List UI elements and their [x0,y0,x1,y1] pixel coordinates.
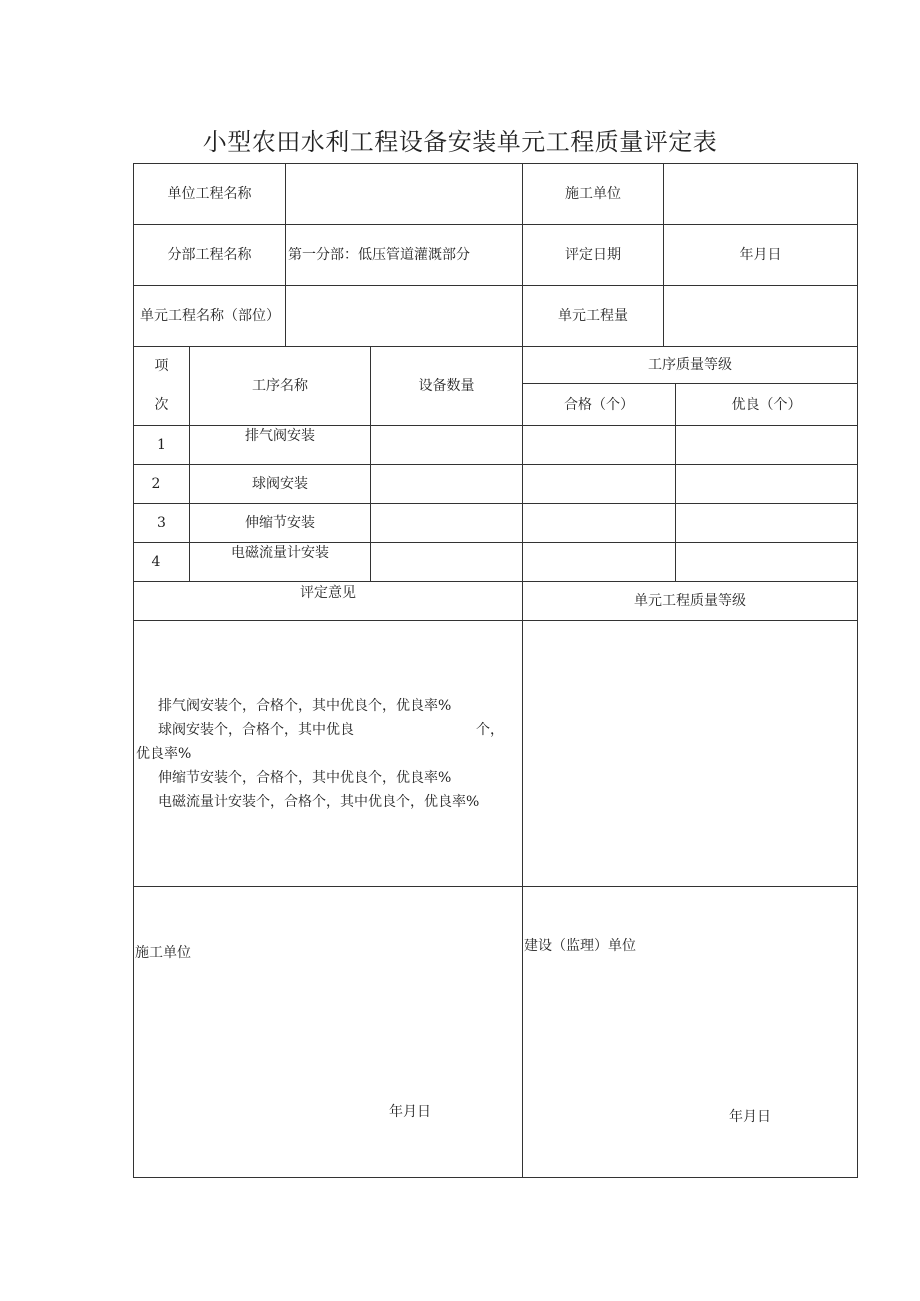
process-name: 伸缩节安装 [245,515,315,531]
opinion-line [136,718,506,742]
row-number: 2 [151,476,161,492]
process-name: 球阀安装 [252,476,308,492]
supervision-signature-date: 年月日 [729,1109,771,1125]
supervision-signature-label: 建设（监理）单位 [524,938,636,954]
opinion-line: 优良率% [136,746,192,762]
element-grade-label: 单元工程质量等级 [634,593,746,609]
process-name: 电磁流量计安装 [231,545,329,561]
construction-signature-date: 年月日 [389,1104,431,1120]
unit-project-label: 单位工程名称 [167,186,252,202]
construction-unit-label: 施工单位 [565,186,621,202]
element-project-field[interactable] [286,286,522,346]
equipment-qty-field[interactable] [371,465,522,503]
element-project-label: 单元工程名称（部位） [140,308,280,324]
process-name: 排气阀安装 [245,428,315,444]
subdivision-label: 分部工程名称 [167,247,252,263]
pass-count-field[interactable] [523,504,675,542]
pass-count-header: 合格（个） [564,396,634,413]
equipment-qty-field[interactable] [371,426,522,464]
unit-project-field[interactable] [286,164,522,224]
row-number: 1 [157,437,166,453]
construction-unit-field[interactable] [664,164,857,224]
excellent-count-field[interactable] [676,465,857,503]
process-name-header: 工序名称 [252,378,308,394]
item-no-header-top: 项 [154,358,169,374]
equipment-qty-field[interactable] [371,543,522,581]
equipment-qty-field[interactable] [371,504,522,542]
equipment-qty-header: 设备数量 [418,378,475,394]
opinion-text [136,694,506,814]
opinion-line: 排气阀安装个，合格个，其中优良个，优良率% [158,698,452,714]
construction-signature-label: 施工单位 [135,945,191,961]
form-title: 小型农田水利工程设备安装单元工程质量评定表 [202,128,718,156]
element-grade-field[interactable] [523,621,857,886]
excellent-count-field[interactable] [676,543,857,581]
excellent-count-field[interactable] [676,504,857,542]
row-number: 4 [151,554,161,570]
element-quantity-field[interactable] [664,286,857,346]
subdivision-field[interactable]: 第一分部：低压管道灌溉部分 [288,247,470,263]
process-grade-header: 工序质量等级 [648,357,732,373]
pass-count-field[interactable] [523,465,675,503]
pass-count-field[interactable] [523,426,675,464]
row-number: 3 [157,515,166,531]
opinion-line-part: 个， [476,722,504,738]
item-no-header-bottom: 次 [154,397,169,413]
eval-date-field[interactable]: 年月日 [739,247,782,263]
pass-count-field[interactable] [523,543,675,581]
eval-date-label: 评定日期 [565,247,621,263]
opinion-line: 伸缩节安装个，合格个，其中优良个，优良率% [158,770,452,786]
opinion-label: 评定意见 [300,585,356,601]
opinion-line: 电磁流量计安装个，合格个，其中优良个，优良率% [158,794,480,810]
opinion-line-part: 球阀安装个，合格个，其中优良 [158,722,354,738]
excellent-count-header: 优良（个） [731,396,802,413]
excellent-count-field[interactable] [676,426,857,464]
element-quantity-label: 单元工程量 [558,308,628,324]
